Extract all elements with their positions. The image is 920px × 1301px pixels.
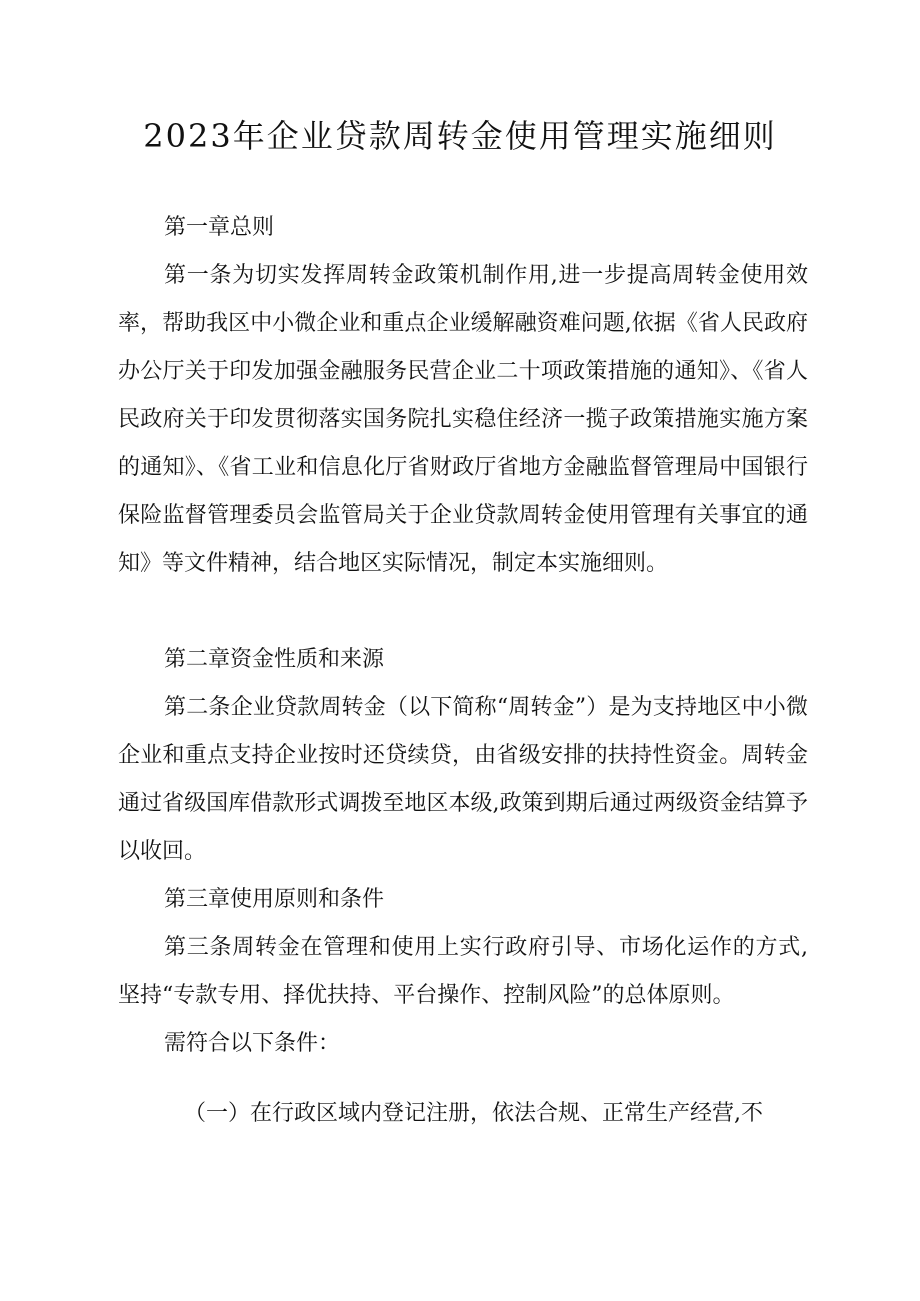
chapter-1-heading: 第一章总则 [164,215,275,240]
article-1-paragraph: 第一条为切实发挥周转金政策机制作用,进一步提高周转金使用效率，帮助我区中小微企业和重点企业缓解融资难问题,依据《省人民政府办公厅关于印发加强金融服务民营企业二十项政策措施的通知》、《省人民政府关于印发贯彻落实国务院扎实稳住经济一揽子政策措施实施方案的通知》、《省工业和信息化厅省财政厅省地方金融监督管理局中国银行保险监督管理委员会监管局关于企业贷款周转金使用管理有关事宜的通知》等文件精神，结合地区实际情况，制定本实施细则。 [118,263,808,576]
document-title: 2023年企业贷款周转金使用管理实施细则 [143,117,777,155]
chapter-3-heading: 第三章使用原则和条件 [164,887,385,912]
conditions-intro: 需符合以下条件： [164,1031,341,1056]
article-2-paragraph: 第二条企业贷款周转金（以下简称“周转金”）是为支持地区中小微企业和重点支持企业按时还贷续贷，由省级安排的扶持性资金。周转金通过省级国库借款形式调拨至地区本级,政策到期后通过两级资金结算予以收回。 [118,695,808,864]
article-3-paragraph: 第三条周转金在管理和使用上实行政府引导、市场化运作的方式,坚持“专款专用、择优扶持、平台操作、控制风险”的总体原则。 [118,935,808,1008]
condition-1-paragraph: （一）在行政区域内登记注册，依法合规、正常生产经营,不 [184,1101,763,1126]
chapter-2-heading: 第二章资金性质和来源 [164,647,385,672]
